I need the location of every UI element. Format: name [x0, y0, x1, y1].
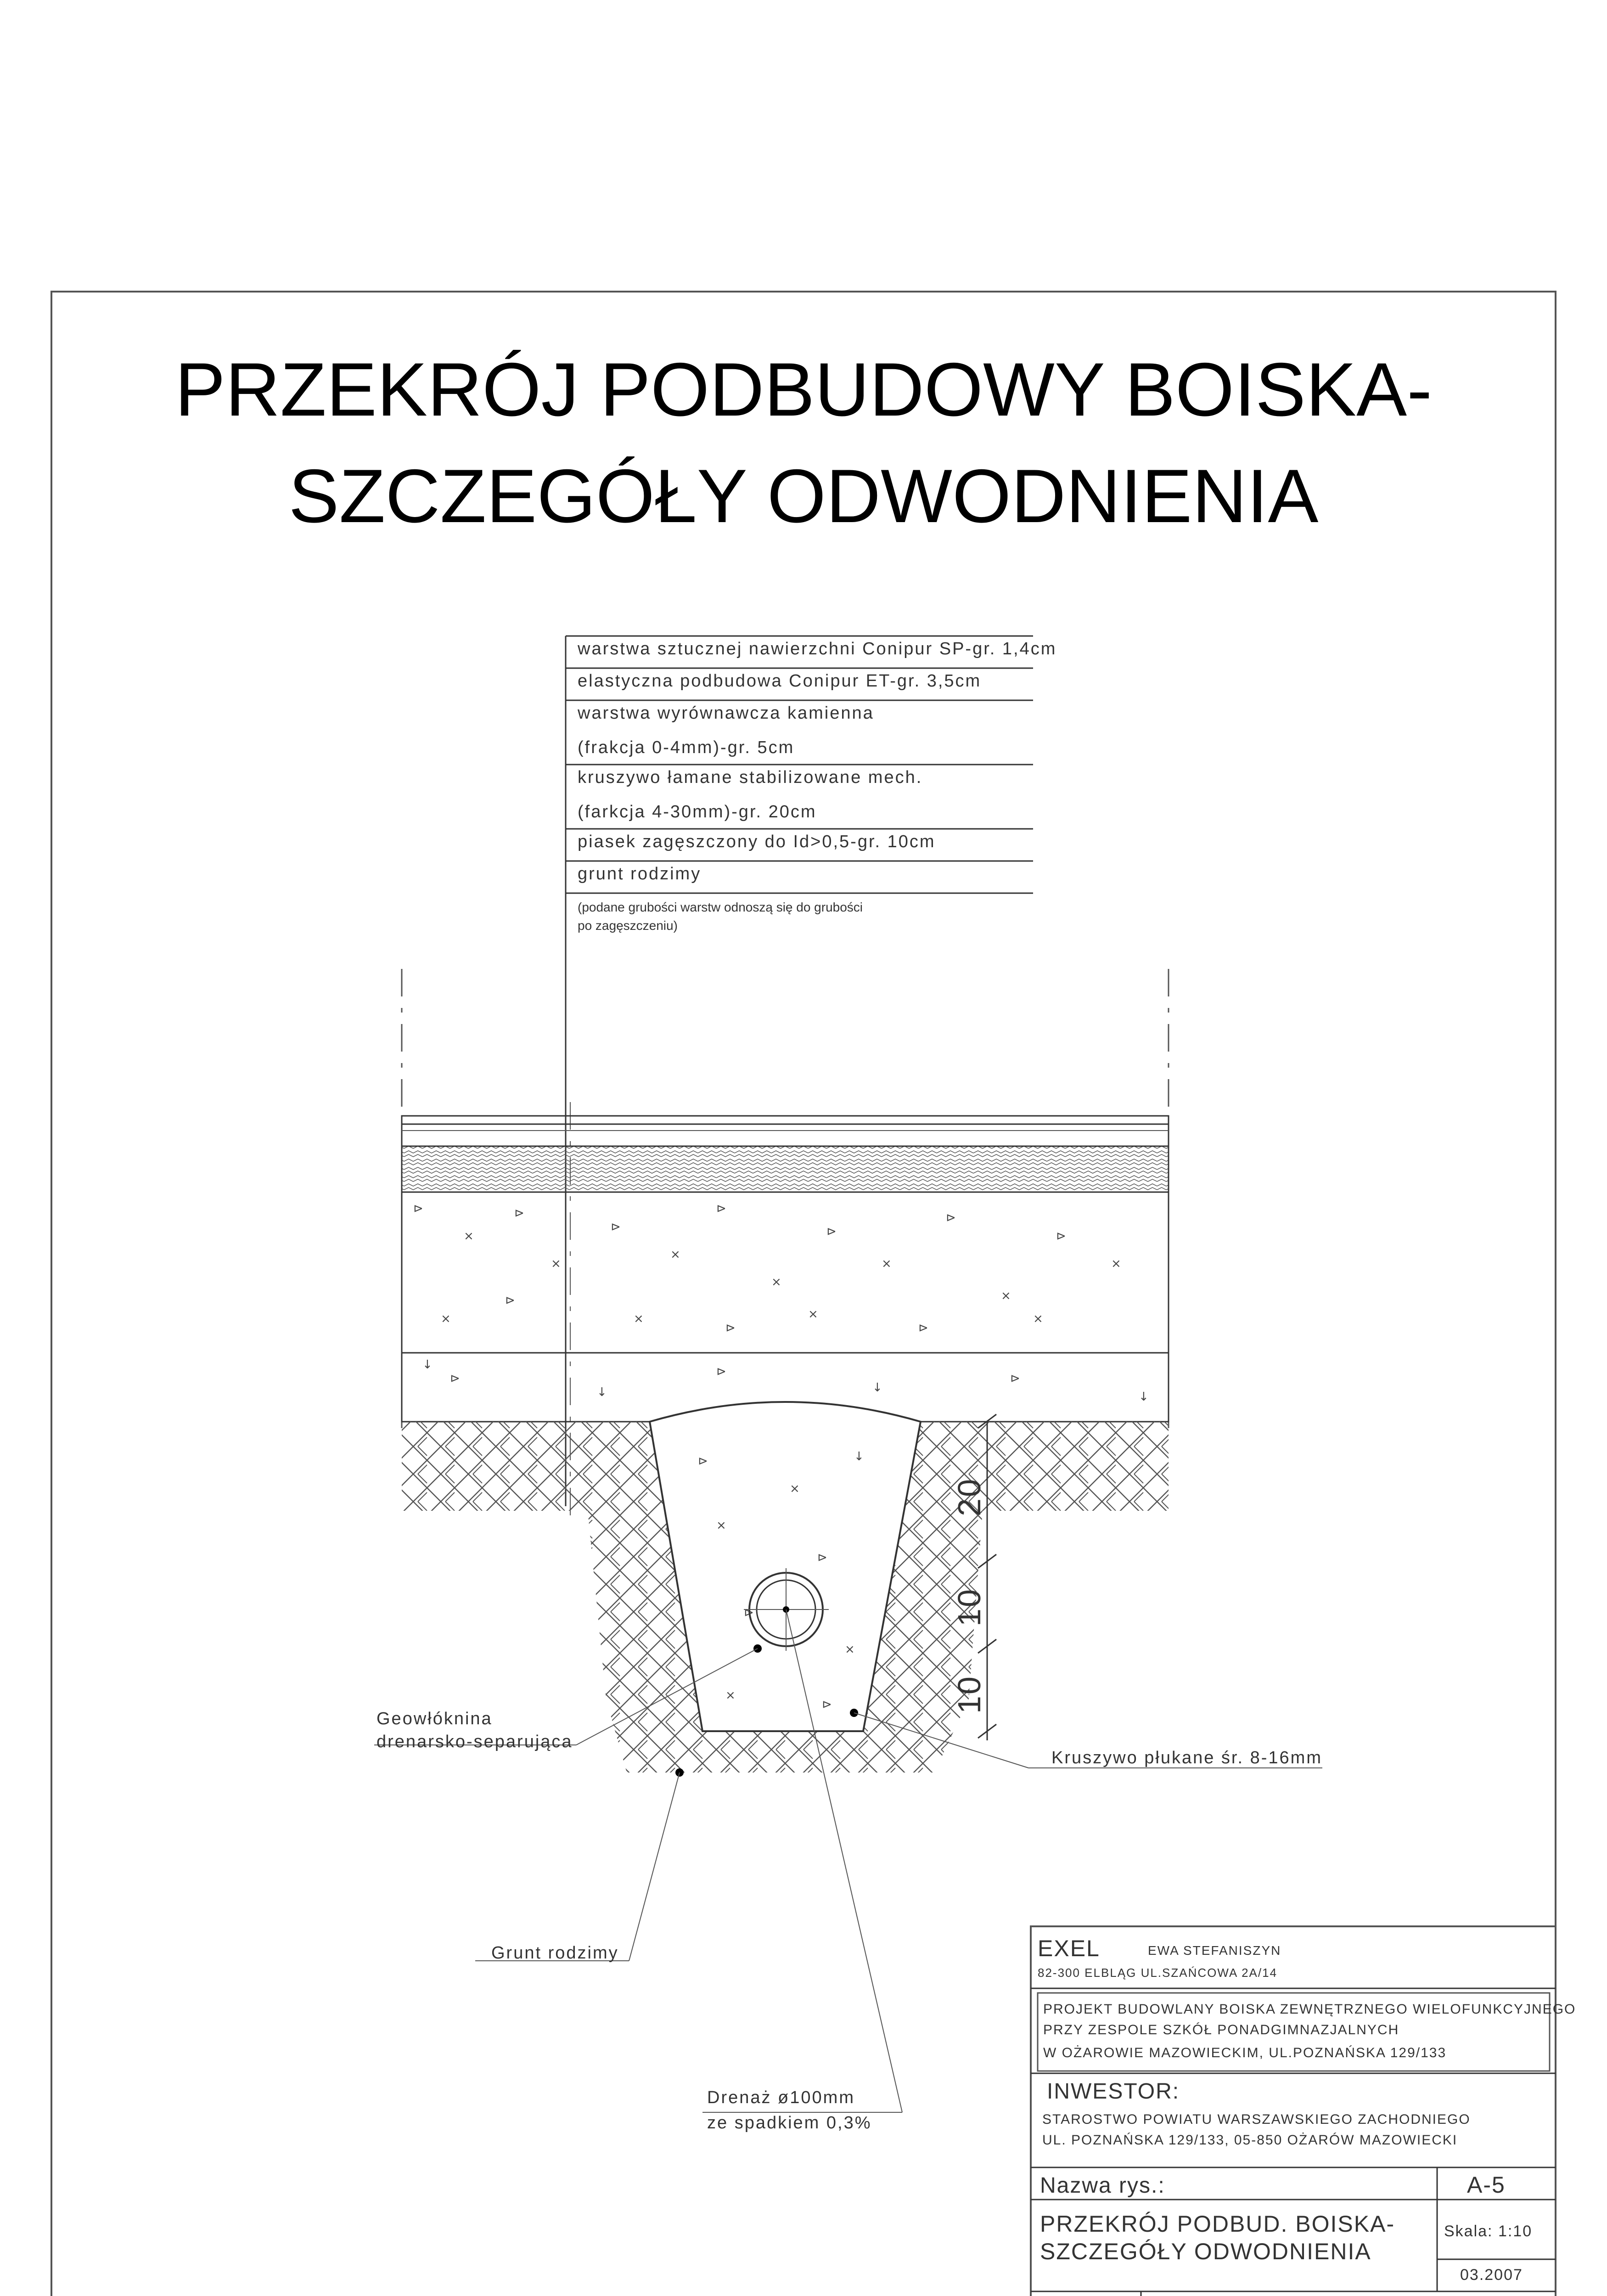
layer-label: (farkcja 4-30mm)-gr. 20cm	[578, 802, 817, 822]
layer-note: po zagęszczeniu)	[578, 918, 678, 933]
svg-text:×: ×	[1001, 1289, 1011, 1303]
investor-address: UL. POZNAŃSKA 129/133, 05-850 OŻARÓW MAZOWIECKI	[1042, 2133, 1458, 2148]
designer-name: EWA STEFANISZYN	[1148, 1943, 1281, 1958]
svg-text:⊳: ⊳	[725, 1321, 736, 1335]
svg-text:×: ×	[725, 1688, 736, 1702]
svg-text:×: ×	[670, 1248, 680, 1261]
aggregate-label: Kruszywo płukane śr. 8-16mm	[1051, 1748, 1322, 1767]
svg-text:×: ×	[634, 1312, 644, 1326]
svg-text:⊳: ⊳	[817, 1551, 827, 1564]
investor-name: STAROSTWO POWIATU WARSZAWSKIEGO ZACHODNIEGO	[1042, 2112, 1471, 2127]
svg-text:×: ×	[1033, 1312, 1043, 1326]
svg-text:⊳: ⊳	[946, 1211, 956, 1225]
company-address: 82-300 ELBLĄG UL.SZAŃCOWA 2A/14	[1038, 1966, 1278, 1980]
svg-text:×: ×	[882, 1257, 892, 1271]
dimension-label: 20	[951, 1478, 987, 1516]
svg-text:⊳: ⊳	[514, 1206, 524, 1220]
native-soil-label: Grunt rodzimy	[491, 1943, 619, 1963]
svg-text:⊳: ⊳	[744, 1606, 754, 1620]
svg-text:⊳: ⊳	[413, 1202, 423, 1216]
layer-elastic-base	[402, 1124, 1169, 1146]
svg-text:⊳: ⊳	[716, 1365, 726, 1379]
drain-label: ze spadkiem 0,3%	[707, 2113, 872, 2133]
date: 03.2007	[1460, 2266, 1523, 2284]
svg-text:×: ×	[845, 1643, 855, 1656]
svg-text:↓: ↓	[872, 1381, 882, 1395]
geotextile-label: drenarsko-separująca	[376, 1732, 573, 1751]
svg-text:⊳: ⊳	[716, 1202, 726, 1216]
project-description: PROJEKT BUDOWLANY BOISKA ZEWNĘTRZNEGO WIELOFUNKCYJNEGO	[1043, 2002, 1576, 2017]
layer-artificial-surface	[402, 1116, 1169, 1124]
svg-text:⊳: ⊳	[1056, 1229, 1066, 1243]
drawing-name-label: Nazwa rys.:	[1040, 2173, 1165, 2198]
layer-label: warstwa sztucznej nawierzchni Conipur SP-gr. 1,4cm	[578, 639, 1057, 658]
layer-label: (frakcja 0-4mm)-gr. 5cm	[578, 738, 795, 757]
layer-note: (podane grubości warstw odnoszą się do grubości	[578, 900, 863, 914]
svg-text:×: ×	[551, 1257, 561, 1271]
svg-text:×: ×	[441, 1312, 451, 1326]
project-description: W OŻAROWIE MAZOWIECKIM, UL.POZNAŃSKA 129/133	[1043, 2045, 1447, 2060]
section-view	[402, 969, 1169, 1773]
drawing-name: PRZEKRÓJ PODBUD. BOISKA-	[1040, 2211, 1395, 2237]
svg-text:×: ×	[464, 1229, 474, 1243]
page-subtitle: SZCZEGÓŁY ODWODNIENIA	[288, 454, 1319, 538]
drain-label: Drenaż ø100mm	[707, 2088, 855, 2107]
svg-text:×: ×	[808, 1307, 818, 1321]
title-block	[1031, 1926, 1576, 2296]
layer-label: kruszywo łamane stabilizowane mech.	[578, 768, 923, 787]
layer-label: warstwa wyrównawcza kamienna	[578, 703, 874, 723]
svg-text:⊳: ⊳	[505, 1294, 515, 1307]
project-description: PRZY ZESPOLE SZKÓŁ PONADGIMNAZJALNYCH	[1043, 2022, 1399, 2037]
dimension-label: 10	[951, 1588, 987, 1626]
svg-text:⊳: ⊳	[450, 1372, 460, 1385]
svg-text:⊳: ⊳	[826, 1225, 837, 1238]
geotextile-label: Geowłóknina	[376, 1709, 493, 1728]
svg-text:⊳: ⊳	[822, 1698, 832, 1711]
layer-label: elastyczna podbudowa Conipur ET-gr. 3,5cm	[578, 671, 982, 691]
drawing-name: SZCZEGÓŁY ODWODNIENIA	[1040, 2239, 1371, 2264]
svg-text:↓: ↓	[1139, 1390, 1149, 1404]
scale: Skala: 1:10	[1444, 2223, 1533, 2240]
svg-text:↓: ↓	[597, 1385, 607, 1399]
layer-legend	[566, 636, 1056, 1506]
svg-text:↓: ↓	[854, 1450, 864, 1463]
drawing-frame	[51, 292, 1556, 2296]
svg-text:⊳: ⊳	[698, 1454, 708, 1468]
investor-label: INWESTOR:	[1047, 2079, 1180, 2104]
dimension-label: 10	[951, 1675, 987, 1714]
svg-text:⊳: ⊳	[1010, 1372, 1020, 1385]
svg-text:⊳: ⊳	[611, 1220, 621, 1234]
svg-text:×: ×	[716, 1519, 726, 1532]
page-title: PRZEKRÓJ PODBUDOWY BOISKA-	[174, 347, 1433, 432]
layer-label: grunt rodzimy	[578, 864, 702, 884]
company-name: EXEL	[1038, 1936, 1100, 1961]
svg-text:⊳: ⊳	[918, 1321, 928, 1335]
svg-text:×: ×	[771, 1275, 781, 1289]
svg-text:×: ×	[790, 1482, 800, 1496]
svg-text:×: ×	[1111, 1257, 1121, 1271]
svg-text:↓: ↓	[422, 1358, 433, 1372]
sheet-number: A-5	[1467, 2172, 1506, 2198]
layer-label: piasek zagęszczony do Id>0,5-gr. 10cm	[578, 832, 936, 851]
layer-levelling-stone	[402, 1146, 1169, 1192]
